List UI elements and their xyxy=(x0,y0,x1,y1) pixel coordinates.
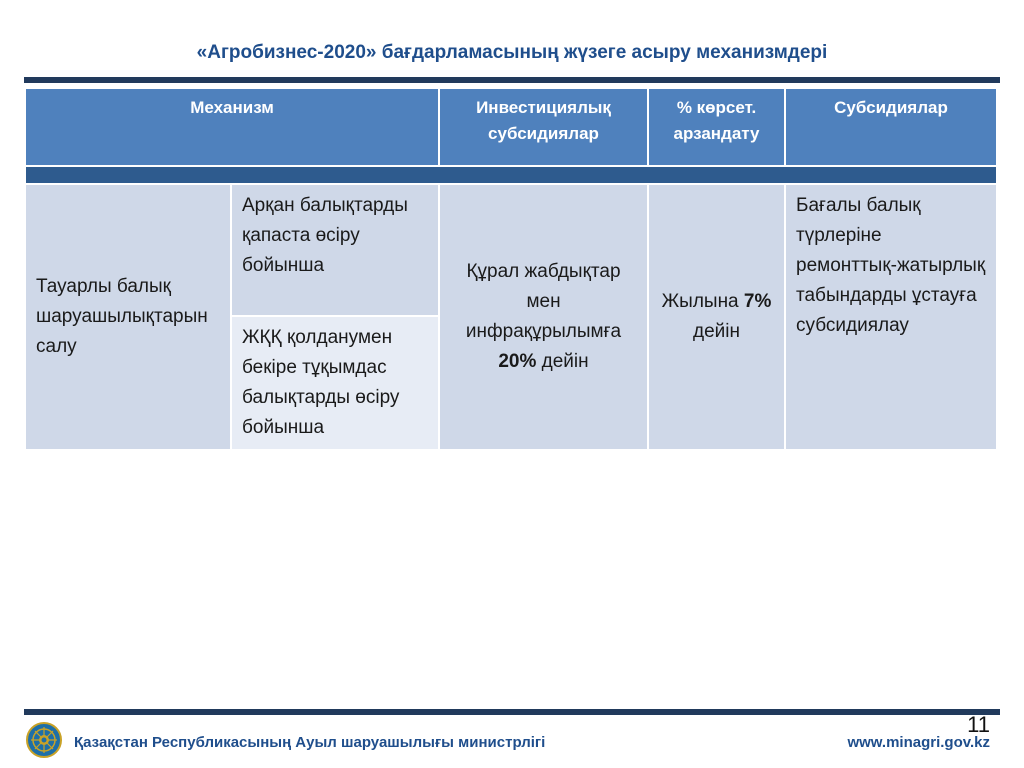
table-header-row xyxy=(25,88,997,166)
footer-website-link[interactable]: www.minagri.gov.kz xyxy=(847,734,990,751)
investment-cell xyxy=(439,184,648,450)
header-mechanism: Механизм xyxy=(25,88,439,166)
main-direction-cell: Тауарлы балық шаруашылықтарын салу xyxy=(25,184,231,450)
investment-suffix: дейін xyxy=(536,351,589,372)
slide-title: «Агробизнес-2020» бағдарламасының жүзеге асыру механизмдері xyxy=(196,42,828,63)
header-subsidies: Субсидиялар xyxy=(785,88,997,166)
rate-value: 7% xyxy=(743,291,772,312)
investment-value: 20% xyxy=(498,351,537,372)
bottom-divider-bar xyxy=(24,709,1000,715)
table-row xyxy=(25,184,997,316)
header-separator-cell xyxy=(25,166,997,184)
header-investment-subsidies: Инвестициялық субсидиялар xyxy=(439,88,648,166)
header-separator xyxy=(25,166,997,184)
subsidy-cell: Бағалы балық түрлеріне ремонттық-жатырлық табындарды ұстауға субсидиялау xyxy=(785,184,997,450)
rate-suffix: дейін xyxy=(693,321,740,342)
rate-cell xyxy=(648,184,785,450)
footer-ministry-name: Қазақстан Республикасының Ауыл шаруашылығы министрлігі xyxy=(74,734,546,751)
page-number: 11 xyxy=(967,712,990,737)
header-rate-reduction: % көрсет. арзандату xyxy=(648,88,785,166)
investment-prefix: Құрал жабдықтар мен инфрақұрылымға xyxy=(465,261,622,342)
top-divider-bar xyxy=(24,77,1000,83)
kazakhstan-emblem-icon xyxy=(26,722,62,758)
sub-mechanism-cell-2: ЖҚҚ қолданумен бекіре тұқымдас балықтарды өсіру бойынша xyxy=(231,316,439,450)
mechanism-table xyxy=(24,87,998,451)
rate-prefix: Жылына xyxy=(661,291,744,312)
sub-mechanism-cell-1: Арқан балықтарды қапаста өсіру бойынша xyxy=(231,184,439,316)
